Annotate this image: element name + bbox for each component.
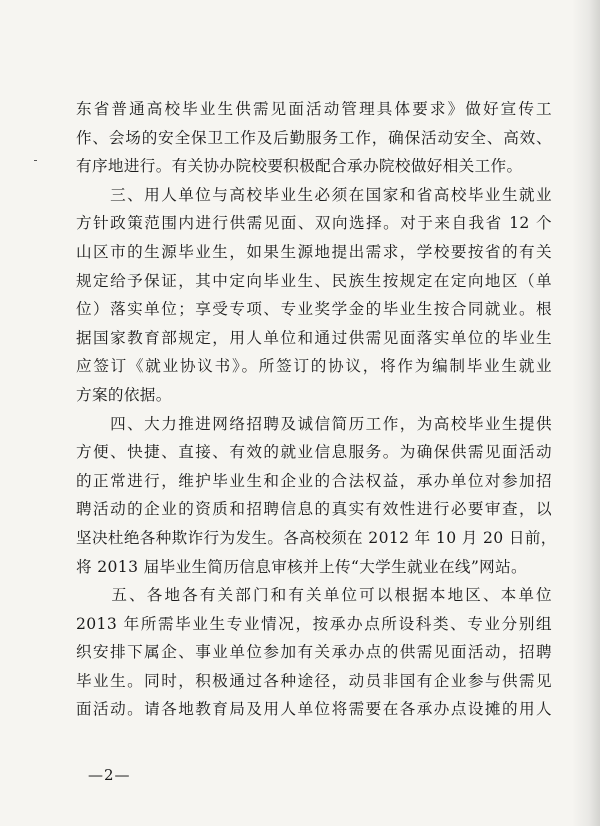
text-line: 三、用人单位与高校毕业生必须在国家和省高校毕业生就业 [76,185,552,204]
margin-mark [34,160,37,161]
text-line: 方案的依据。 [76,385,172,404]
paragraph-continuation [76,95,552,181]
text-line: 织安排下属企、事业单位参加有关承办点的供需见面活动，招聘 [76,643,552,662]
scan-edge-shadow [572,0,600,826]
text-line: 作、会场的安全保卫工作及后勤服务工作，确保活动安全、高效、 [76,128,552,147]
text-line: 聘活动的企业的资质和招聘信息的真实有效性进行必要审查，以 [76,500,552,519]
text-line: 应签订《就业协议书》。所签订的协议，将作为编制毕业生就业 [76,357,552,376]
paragraph-item-3 [76,181,552,410]
text-line: 位）落实单位；享受专项、专业奖学金的毕业生按合同就业。根 [76,300,552,319]
page-number: —2— [88,766,131,784]
text-line: 规定给予保证，其中定向毕业生、民族生按规定在定向地区（单 [76,271,552,290]
document-body [76,95,557,724]
text-line: 四、大力推进网络招聘及诚信简历工作，为高校毕业生提供 [76,414,552,433]
paragraph-item-4 [76,410,557,582]
text-line: 东省普通高校毕业生供需见面活动管理具体要求》做好宣传工 [76,100,552,118]
text-line: 的正常进行，维护毕业生和企业的合法权益，承办单位对参加招 [76,471,552,490]
text-line: 毕业生。同时，积极通过各种途径，动员非国有企业参与供需见 [76,671,552,690]
text-line: 方针政策范围内进行供需见面、双向选择。对于来自我省 12 个 [76,214,552,233]
text-line: 面活动。请各地教育局及用人单位将需要在各承办点设摊的用人 [76,700,552,719]
paragraph-item-5 [76,581,552,724]
text-line: 方便、快捷、直接、有效的就业信息服务。为确保供需见面活动 [76,443,552,462]
text-line: 坚决杜绝各种欺诈行为发生。各高校须在 2012 年 10 月 20 日前， [76,528,557,547]
text-line: 据国家教育部规定，用人单位和通过供需见面落实单位的毕业生 [76,328,552,347]
text-line: 2013 年所需毕业生专业情况，按承办点所设科类、专业分别组 [76,614,552,633]
text-line: 有序地进行。有关协办院校要积极配合承办院校做好相关工作。 [76,157,523,176]
text-line: 将 2013 届毕业生简历信息审核并上传“大学生就业在线”网站。 [76,557,527,576]
text-line: 山区市的生源毕业生，如果生源地提出需求，学校要按省的有关 [76,242,552,261]
text-line: 五、各地各有关部门和有关单位可以根据本地区、本单位 [76,586,552,605]
